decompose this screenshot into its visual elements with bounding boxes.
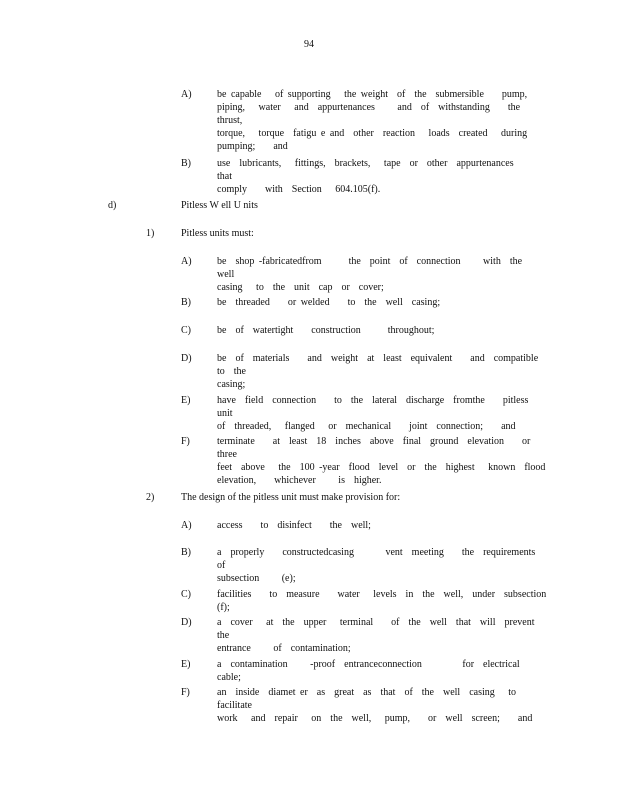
top-item-b-label: B) (181, 158, 191, 169)
subsection-1-item-e-text: have field connection to the lateral discharge fromthe pitless unit of threaded, flanged or mechanical joint connection; and (217, 395, 529, 432)
subsection-2-item-e-text: a contamination -proof entranceconnection for electrical cable; (217, 659, 538, 683)
subsection-1-item-f-label: F) (181, 436, 190, 447)
subsection-2-item-b-text: a properly constructedcasing vent meeting the requirements of subsection (e); (217, 547, 536, 584)
section-d-title: Pitless W ell U nits (181, 200, 258, 211)
section-d-label: d) (108, 200, 117, 211)
subsection-2-intro: The design of the pitless unit must make provision for: (181, 492, 401, 503)
subsection-1-item-b-label: B) (181, 297, 191, 308)
top-item-a-text: be capable of supporting the weight of the submersible pump, piping, water and appurtenances and of withstanding the thrust, torque, torque fatigu e and other reaction loads created during pumping; and (217, 89, 528, 152)
subsection-1-item-b-text: be threaded or welded to the well casing; (217, 297, 441, 308)
subsection-2-item-f-text: an inside diamet er as great as that of the well casing to facilitate work and repair on the well, pump, or well screen; and (217, 687, 533, 724)
subsection-2-item-f-label: F) (181, 687, 190, 698)
subsection-1-item-c-text: be of watertight construction throughout; (217, 325, 435, 336)
subsection-1-item-c-label: C) (181, 325, 191, 336)
subsection-2-item-b-label: B) (181, 547, 191, 558)
subsection-1-item-d-label: D) (181, 353, 192, 364)
subsection-2-item-a-text: access to disinfect the well; (217, 520, 371, 531)
subsection-1-item-a-label: A) (181, 256, 192, 267)
top-item-a-label: A) (181, 89, 192, 100)
subsection-1-item-e-label: E) (181, 395, 191, 406)
subsection-2-item-d-label: D) (181, 617, 192, 628)
subsection-1-item-d-text: be of materials and weight at least equivalent and compatible to the casing; (217, 353, 539, 390)
subsection-2-item-c-text: facilities to measure water levels in the well, under subsection (f); (217, 589, 569, 613)
subsection-1-item-f-text: terminate at least 18 inches above final ground elevation or three feet above the 100 -year flood level or the highest known flood elevation, whichever is higher. (217, 436, 546, 486)
subsection-2-item-e-label: E) (181, 659, 191, 670)
subsection-2-item-a-label: A) (181, 520, 192, 531)
page-number: 94 (304, 39, 314, 50)
subsection-2-item-c-label: C) (181, 589, 191, 600)
subsection-1-intro: Pitless units must: (181, 228, 254, 239)
top-item-b-text: use lubricants, fittings, brackets, tape or other appurtenances that comply with Section 604.105(f). (217, 158, 514, 195)
subsection-2-item-d-text: a cover at the upper terminal of the well that will prevent the entrance of contamination; (217, 617, 535, 654)
subsection-2-label: 2) (146, 492, 155, 503)
subsection-1-label: 1) (146, 228, 155, 239)
subsection-1-item-a-text: be shop -fabricatedfrom the point of connection with the well casing to the unit cap or cover; (217, 256, 523, 293)
